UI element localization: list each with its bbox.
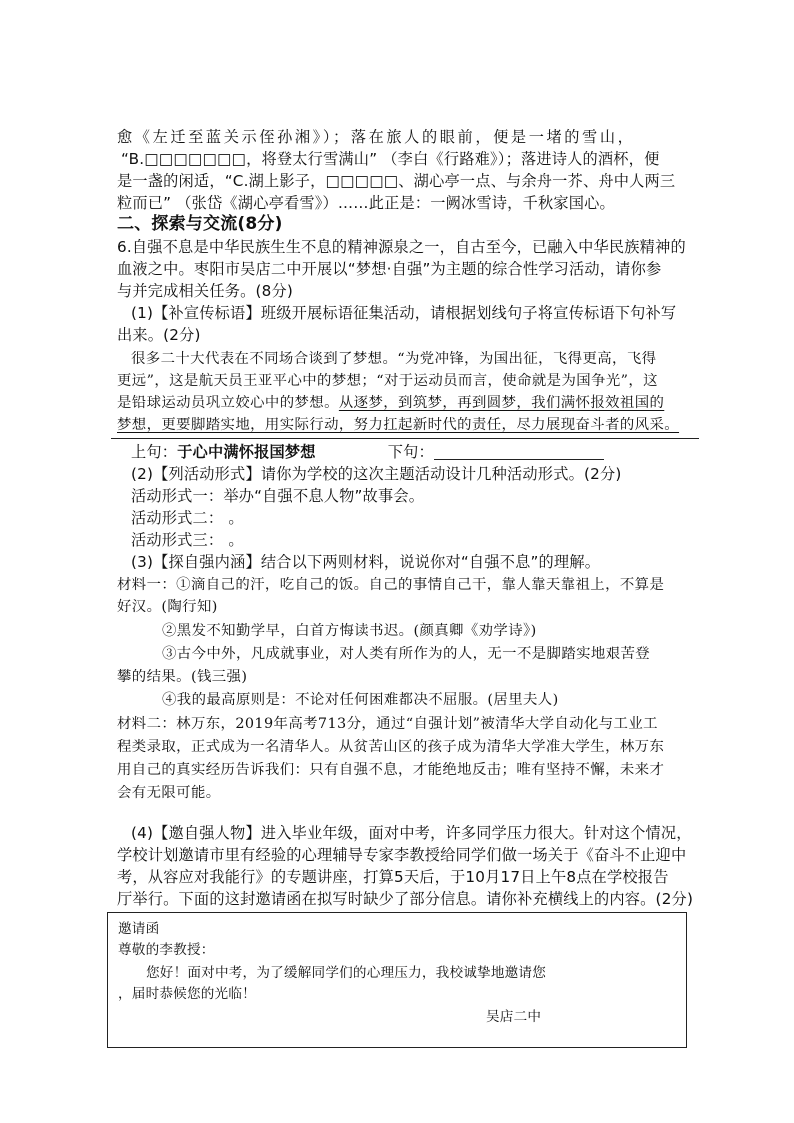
task-1-passage-line-3 bbox=[117, 392, 664, 414]
task-2-prompt: (2)【列活动形式】请你为学校的这次主题活动设计几种活动形式。(2分) bbox=[131, 465, 622, 483]
material-1-line-4: ③古今中外，凡成就事业，对人类有所作为的人，无一不是脚踏实地艰苦登 bbox=[162, 646, 651, 662]
task-4-prompt-line-2: 学校计划邀请市里有经验的心理辅导专家李教授给同学们做一场关于《奋斗不止迎中 bbox=[117, 846, 687, 864]
intro-line-2: “B.□□□□□□□，将登太行雪满山” （李白《行路难》）；落进诗人的酒杯，便 bbox=[121, 150, 660, 168]
question-6-line-1: 6.自强不息是中华民族生生不息的精神源泉之一，自古至今，已融入中华民族精神的 bbox=[117, 238, 686, 256]
letter-body-line-1: 您好！面对中考，为了缓解同学们的心理压力，我校诚挚地邀请您 bbox=[146, 965, 547, 981]
task-1-passage-line-1: 很多二十大代表在不同场合谈到了梦想。“为党冲锋，为国出征，飞得更高，飞得 bbox=[131, 351, 657, 367]
upper-line-label: 上句： bbox=[131, 443, 178, 461]
passage-text: 是铅球运动员巩立姣心中的梦想。 bbox=[117, 395, 339, 411]
material-2-line-3: 用自己的真实经历告诉我们：只有自强不息，才能绝地反击；唯有坚持不懈，未来才 bbox=[117, 762, 665, 778]
intro-line-4: 粒而已” （张岱《湖心亭看雪》）……此正是：一阙冰雪诗，千秋家国心。 bbox=[117, 194, 615, 212]
task-1-passage-line-4: 梦想，更要脚踏实地，用实际行动，努力扛起新时代的责任，尽力展现奋斗者的风采。 bbox=[117, 417, 680, 433]
lower-line-blank[interactable] bbox=[434, 443, 604, 460]
intro-line-1: 愈《左迁至蓝关示侄孙湘》）；落在旅人的眼前，便是一堵的雪山， bbox=[117, 128, 636, 146]
slogan-row bbox=[131, 441, 604, 463]
task-4-prompt-line-1: (4)【邀自强人物】进入毕业年级，面对中考，许多同学压力很大。针对这个情况， bbox=[131, 824, 692, 842]
material-2-line-1: 材料二：林万东，2019年高考713分，通过“自强计划”被清华大学自动化与工业工 bbox=[117, 716, 658, 732]
activity-form-3: 活动形式三： 。 bbox=[131, 531, 244, 549]
letter-title: 邀请函 bbox=[118, 921, 160, 937]
letter-salutation: 尊敬的李教授： bbox=[118, 942, 215, 958]
lower-line-label: 下句： bbox=[387, 443, 434, 461]
task-4-prompt-line-4: 厅举行。下面的这封邀请函在拟写时缺少了部分信息。请你补充横线上的内容。(2分) bbox=[117, 890, 694, 908]
letter-body-line-2: ，届时恭候您的光临！ bbox=[118, 986, 256, 1002]
intro-line-3: 是一盏的闲适，“C.湖上影子，□□□□□、湖心亭一点、与余舟一芥、舟中人两三 bbox=[117, 172, 676, 190]
section-heading: 二、探索与交流(8分) bbox=[117, 214, 283, 234]
material-1-line-5: 攀的结果。(钱三强) bbox=[117, 669, 248, 685]
material-1-line-1: 材料一：①滴自己的汗，吃自己的饭。自己的事情自己干，靠人靠天靠祖上，不算是 bbox=[117, 577, 665, 593]
material-1-line-6: ④我的最高原则是：不论对任何困难都决不屈服。(居里夫人) bbox=[162, 692, 559, 708]
upper-line-text: 于心中满怀报国梦想 bbox=[177, 443, 316, 461]
material-2-line-4: 会有无限可能。 bbox=[117, 785, 221, 801]
question-6-line-2: 血液之中。枣阳市吴店二中开展以“梦想·自强”为主题的综合性学习活动，请你参 bbox=[117, 260, 662, 278]
passage-divider bbox=[111, 438, 699, 439]
underlined-sentence: 从逐梦，到筑梦，再到圆梦，我们满怀报效祖国的 bbox=[338, 395, 665, 411]
material-1-line-3: ②黑发不知勤学早，白首方悔读书迟。(颜真卿《劝学诗》) bbox=[162, 623, 537, 639]
question-6-line-3: 与并完成相关任务。(8分) bbox=[117, 282, 293, 300]
letter-signature: 吴店二中 bbox=[486, 1009, 542, 1025]
task-1-prompt-line-2: 出来。(2分) bbox=[117, 326, 201, 344]
task-1-prompt-line-1: (1)【补宣传标语】班级开展标语征集活动，请根据划线句子将宣传标语下句补写 bbox=[131, 304, 677, 322]
invitation-letter-box bbox=[107, 912, 687, 1048]
material-2-line-2: 程类录取，正式成为一名清华人。从贫苦山区的孩子成为清华大学准大学生，林万东 bbox=[117, 739, 665, 755]
task-1-passage-line-2: 更远”，这是航天员王亚平心中的梦想；“对于运动员而言，使命就是为国争光”，这 bbox=[117, 373, 658, 389]
activity-form-1: 活动形式一：举办“自强不息人物”故事会。 bbox=[131, 487, 425, 505]
task-4-prompt-line-3: 考，从容应对我能行》的专题讲座，打算5天后，于10月17日上午8点在学校报告 bbox=[117, 868, 669, 886]
material-1-line-2: 好汉。(陶行知) bbox=[117, 599, 218, 615]
activity-form-2: 活动形式二： 。 bbox=[131, 509, 244, 527]
task-3-prompt: (3)【探自强内涵】结合以下两则材料，说说你对“自强不息”的理解。 bbox=[131, 553, 601, 571]
